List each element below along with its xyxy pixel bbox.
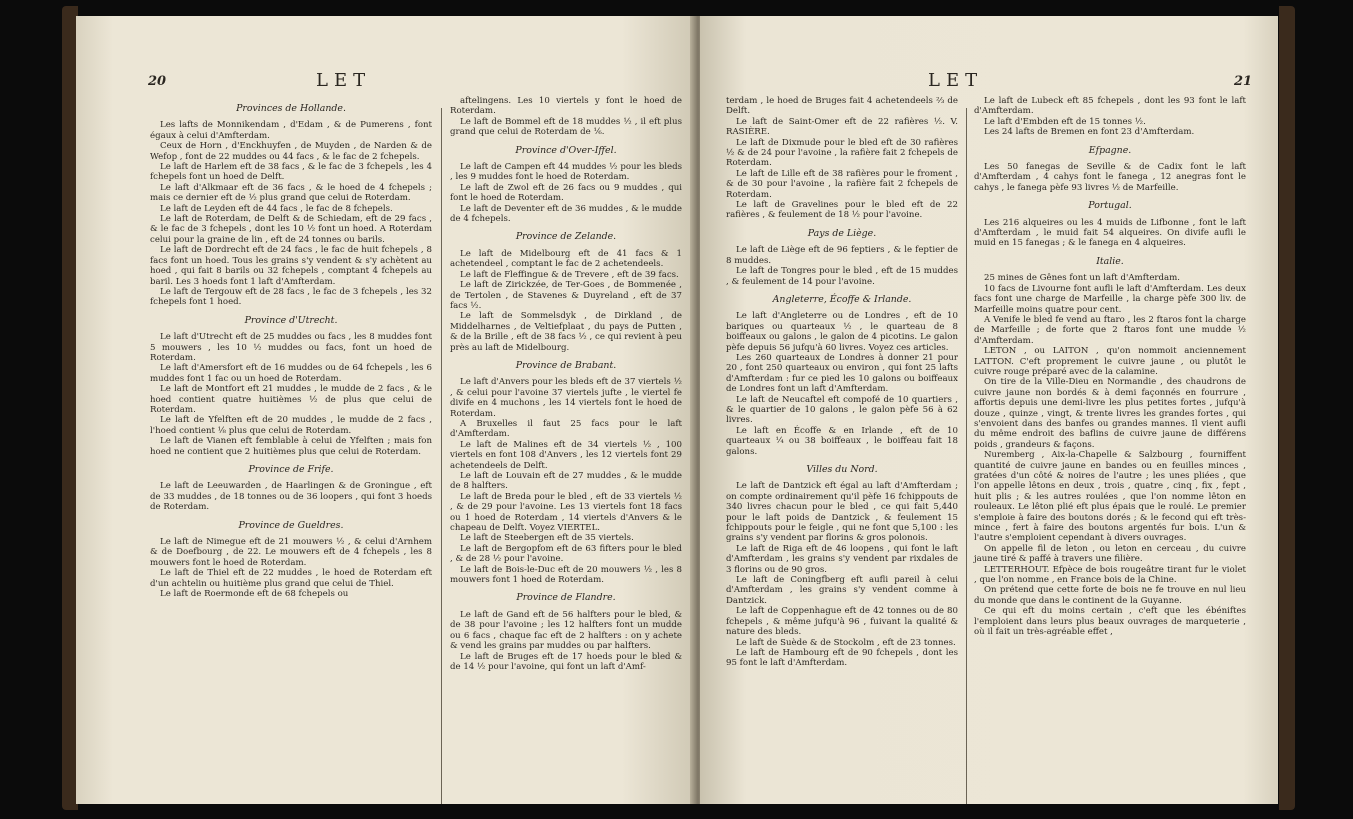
paragraph: Le laft de Zwol eft de 26 facs ou 9 muddes , qui font le hoed de Roterdam. bbox=[450, 182, 682, 204]
paragraph: Le laft de Gand eft de 56 halfters pour le bled, & de 38 pour l'avoine ; les 12 halfters font un mudde ou 6 facs , chaque fac eft de 2 halfters : on y achete & vend les grains par muddes ou par halfters. bbox=[450, 609, 682, 652]
section-heading: Angleterre, Écoffe & Irlande. bbox=[772, 293, 912, 305]
paragraph: 10 facs de Livourne font aufli le laft d'Amfterdam. Les deux facs font une charge de Marfeille , la charge pèfe 300 liv. de Marfeille moins quatre pour cent. bbox=[974, 283, 1246, 315]
paragraph: Le laft de Bruges eft de 17 hoeds pour le bled & de 14 ½ pour l'avoine, qui font un laft d'Amf- bbox=[450, 651, 682, 672]
paragraph: Le laft de Gravelines pour le bled eft de 22 rafières , & feulement de 18 ½ pour l'avoine. bbox=[726, 200, 958, 221]
paragraph: Les 216 alqueires ou les 4 muids de Lifbonne , font le laft d'Amfterdam , le muid fait 54 alqueires. On divife aufli le muid en 15 fanegas ; & le fanega en 4 alqueires. bbox=[974, 217, 1246, 249]
paragraph: Le laft de Bois-le-Duc eft de 20 mouwers ½ , les 8 mouwers font 1 hoed de Roterdam. bbox=[450, 564, 682, 586]
right-running-head: LET bbox=[928, 70, 984, 91]
paragraph: On prétend que cette forte de bois ne fe trouve en nul lieu du monde que dans le continent de la Guyanne. bbox=[974, 585, 1246, 606]
paragraph: Le laft de Liège eft de 96 feptiers , & le feptier de 8 muddes. bbox=[726, 245, 958, 266]
paragraph: Le laft de Malines eft de 34 viertels ½ , 100 viertels en font 108 d'Anvers , les 12 viertels font 29 achetendeels de Delft. bbox=[450, 439, 682, 471]
paragraph: terdam , le hoed de Bruges fait 4 achetendeels ⅔ de Delft. bbox=[726, 96, 958, 117]
paragraph: Les lafts de Monnikendam , d'Edam , & de Pumerens , font égaux à celui d'Amfterdam. bbox=[150, 120, 432, 141]
section-heading: Province d'Over-Iffel. bbox=[515, 144, 617, 156]
paragraph: A Venife le bled fe vend au ftaro , les 2 ftaros font la charge de Marfeille ; de forte que 2 ftaros font une mudde ½ d'Amfterdam. bbox=[974, 314, 1246, 346]
left-column-rule bbox=[441, 108, 442, 804]
paragraph: Les 50 fanegas de Seville & de Cadix font le laft d'Amfterdam , 4 cahys font le fanega , 12 anegras font le cahys , le fanega pèfe 93 livres ½ de Marfeille. bbox=[974, 162, 1246, 193]
paragraph: Le laft de Leeuwarden , de Haarlingen & de Groningue , eft de 33 muddes , de 18 tonnes ou de 36 loopers , qui font 3 hoeds de Roterdam. bbox=[150, 481, 432, 513]
paragraph: Le laft de Dixmude pour le bled eft de 30 rafières ½ & de 24 pour l'avoine , la rafière fait 2 fchepels de Roterdam. bbox=[726, 137, 958, 169]
section-heading: Province de Flandre. bbox=[516, 592, 616, 604]
paragraph: Le laft de Thiel eft de 22 muddes , le hoed de Roterdam eft d'un achtelin ou huitième plus grand que celui de Thiel. bbox=[150, 568, 432, 589]
left-page-number: 20 bbox=[148, 74, 167, 89]
paragraph: Le laft de Vianen eft femblable à celui de Yfelften ; mais fon hoed ne contient que 2 huitièmes plus que celui de Roterdam. bbox=[150, 436, 432, 457]
paragraph: Le laft de Campen eft 44 muddes ½ pour les bleds , les 9 muddes font le hoed de Roterdam. bbox=[450, 162, 682, 183]
paragraph: Les 260 quarteaux de Londres à donner 21 pour 20 , font 250 quarteaux ou environ , qui font 25 lafts d'Amfterdam : fur ce pied les 10 galons ou boiffeaux de Londres font un laft d'Amfterdam. bbox=[726, 352, 958, 395]
paragraph: Le laft de Bergopfom eft de 63 fifters pour le bled , & de 28 ½ pour l'avoine. bbox=[450, 543, 682, 565]
paragraph: LETON , ou LAITON , qu'on nommoit anciennement LATTON. C'eft proprement le cuivre jaune , ou plutôt le cuivre rouge préparé avec de la calamine. bbox=[974, 346, 1246, 377]
paragraph: LETTERHOUT. Efpèce de bois rougeâtre tirant fur le violet , que l'on nomme , en France bois de la Chine. bbox=[974, 564, 1246, 586]
paragraph: Le laft de Coningfberg eft aufli pareil à celui d'Amfterdam , les grains s'y vendent comme à Dantzick. bbox=[726, 575, 958, 606]
section-heading: Province de Brabant. bbox=[515, 359, 617, 371]
right-page bbox=[700, 16, 1278, 804]
paragraph: Le laft de Coppenhague eft de 42 tonnes ou de 80 fchepels , & même jufqu'à 96 , fuivant la qualité & nature des bleds. bbox=[726, 606, 958, 638]
paragraph: Le laft de Lubeck eft 85 fchepels , dont les 93 font le laft d'Amfterdam. bbox=[974, 96, 1246, 117]
paragraph: A Bruxelles il faut 25 facs pour le laft d'Amfterdam. bbox=[450, 418, 682, 440]
section-heading: Province d'Utrecht. bbox=[244, 314, 338, 326]
paragraph: Le laft de Hambourg eft de 90 fchepels , dont les 95 font le laft d'Amfterdam. bbox=[726, 647, 958, 669]
right-page-number: 21 bbox=[1234, 74, 1253, 89]
paragraph: Le laft de Dordrecht eft de 24 facs , le fac de huit fchepels , 8 facs font un hoed. Tous les grains s'y vendent & s'y achètent au hoed , qui fait 8 barils ou 32 fchepels , comptant 4 fchepels au baril. Les 3 hoeds font 1 laft d'Amfterdam. bbox=[150, 245, 432, 287]
paragraph: Le laft de Nimegue eft de 21 mouwers ½ , & celui d'Arnhem & de Doefbourg , de 22. Le mouwers eft de 4 fchepels , les 8 mouwers font le hoed de Roterdam. bbox=[150, 537, 432, 568]
paragraph: Le laft de Fleffingue & de Trevere , eft de 39 facs. bbox=[460, 269, 679, 280]
right-column-rule bbox=[966, 108, 967, 804]
paragraph: 25 mines de Gênes font un laft d'Amfterdam. bbox=[984, 273, 1181, 284]
paragraph: Le laft d'Amersfort eft de 16 muddes ou de 64 fchepels , les 6 muddes font 1 fac ou un hoed de Roterdam. bbox=[150, 363, 432, 384]
book-cover-right-edge bbox=[1279, 6, 1295, 810]
paragraph: Le laft d'Angleterre ou de Londres , eft de 10 bariques ou quarteaux ½ , le quarteau de 8 boiffeaux ou galons , le galon de 4 picotins. Le galon pèfe depuis 56 jufqu'à 60 livres. Voyez ces articles. bbox=[726, 311, 958, 353]
paragraph: Le laft de Suède & de Stockolm , eft de 23 tonnes. bbox=[736, 637, 956, 648]
paragraph: Le laft de Tergouw eft de 28 facs , le fac de 3 fchepels , les 32 fchepels font 1 hoed. bbox=[150, 286, 432, 308]
paragraph: Le laft de Midelbourg eft de 41 facs & 1 achetendeel , comptant le fac de 2 achetendeels. bbox=[450, 248, 682, 270]
paragraph: Les 24 lafts de Bremen en font 23 d'Amfterdam. bbox=[984, 127, 1195, 138]
paragraph: Le laft de Louvain eft de 27 muddes , & le mudde de 8 halfters. bbox=[450, 471, 682, 492]
paragraph: Le laft de Roermonde eft de 68 fchepels ou bbox=[160, 589, 349, 600]
paragraph: Le laft de Bommel eft de 18 muddes ½ , il eft plus grand que celui de Roterdam de ⅙. bbox=[450, 116, 682, 138]
paragraph: Le laft d'Anvers pour les bleds eft de 37 viertels ½ , & celui pour l'avoine 37 viertels jufte , le viertel fe divife en 4 muchons , les 14 viertels font le hoed de Roterdam. bbox=[450, 377, 682, 419]
section-heading: Portugal. bbox=[1088, 200, 1132, 212]
paragraph: Le laft de Leyden eft de 44 facs , le fac de 8 fchepels. bbox=[160, 203, 393, 214]
paragraph: Le laft de Deventer eft de 36 muddes , & le mudde de 4 fchepels. bbox=[450, 203, 682, 225]
paragraph: Le laft d'Utrecht eft de 25 muddes ou facs , les 8 muddes font 5 mouwers , les 10 ½ muddes ou facs, font un hoed de Roterdam. bbox=[150, 332, 432, 363]
paragraph: Le laft d'Embden eft de 15 tonnes ½. bbox=[984, 116, 1146, 127]
paragraph: Le laft de Yfelften eft de 20 muddes , le mudde de 2 facs , l'hoed contient ⅛ plus que celui de Roterdam. bbox=[150, 415, 432, 436]
paragraph: Le laft de Tongres pour le bled , eft de 15 muddes , & feulement de 14 pour l'avoine. bbox=[726, 266, 958, 287]
paragraph: Le laft de Breda pour le bled , eft de 33 viertels ½ , & de 29 pour l'avoine. Les 13 viertels font 18 facs ou 1 hoed de Roterdam , 14 viertels d'Anvers & le chapeau de Delft. Voyez VIERTEL. bbox=[450, 491, 682, 534]
section-heading: Italie. bbox=[1096, 255, 1124, 267]
paragraph: Le laft de Montfort eft 21 muddes , le mudde de 2 facs , & le hoed contient quatre huitièmes ½ de plus que celui de Roterdam. bbox=[150, 384, 432, 415]
paragraph: Nuremberg , Aix-la-Chapelle & Salzbourg , fourniffent quantité de cuivre jaune en bandes ou en feuilles minces , gratées d'un côté & noires de l'autre ; les unes pliées , que l'on appelle lêtons en deux , trois , quatre , cinq , fix , fept , huit plis ; & les autres roulées , que l'on nomme lêton en rouleaux. Le lêton plié eft plus épais que le roulé. Le premier s'emploie à faire des boutons dorés ; & le fecond qui eft très-mince , fert à faire des boutons argentés fur bois. L'un & l'autre s'emploient cependant à divers ouvrages. bbox=[974, 450, 1246, 544]
left-page bbox=[76, 16, 696, 804]
paragraph: Le laft d'Alkmaar eft de 36 facs , & le hoed de 4 fchepels ; mais ce dernier eft de ½ plus grand que celui de Roterdam. bbox=[150, 182, 432, 204]
paragraph: On tire de la Ville-Dieu en Normandie , des chaudrons de cuivre jaune non bordés & à demi façonnés en fourrure , affortis depuis une demi-livre les plus petites fortes , jufqu'à douze , quinze , vingt, & trente livres les grandes fortes , qui s'envoient dans des banfes ou grandes mannes. Il vient aufli du même endroit des baflins de cuivre jaune de différens poids , grandeurs & façons. bbox=[974, 377, 1246, 450]
paragraph: On appelle fil de leton , ou leton en cerceau , du cuivre jaune tiré & paffé à travers une filière. bbox=[974, 543, 1246, 565]
paragraph: Le laft de Steebergen eft de 35 viertels. bbox=[460, 533, 634, 544]
paragraph: Le laft de Saint-Omer eft de 22 rafières ½. V. RASIÈRE. bbox=[726, 116, 958, 138]
paragraph: Le laft de Riga eft de 46 loopens , qui font le laft d'Amfterdam , les grains s'y vendent par rixdales de 3 florins ou de 90 gros. bbox=[726, 543, 958, 575]
left-column-2 bbox=[450, 96, 682, 672]
section-heading: Provinces de Hollande. bbox=[236, 103, 346, 114]
paragraph: Le laft de Roterdam, de Delft & de Schiedam, eft de 29 facs , & le fac de 3 fchepels , dont les 10 ½ font un hoed. A Roterdam celui pour la graine de lin , eft de 24 tonnes ou barils. bbox=[150, 214, 432, 245]
right-column-1 bbox=[726, 96, 958, 669]
section-heading: Province de Zelande. bbox=[515, 231, 617, 243]
section-heading: Province de Gueldres. bbox=[238, 519, 344, 531]
section-heading: Pays de Liège. bbox=[807, 227, 877, 239]
paragraph: Ceux de Horn , d'Enckhuyfen , de Muyden , de Narden & de Wefop , font de 22 muddes ou 44 facs , & le fac de 2 fchepels. bbox=[150, 141, 432, 162]
paragraph: Le laft de Harlem eft de 38 facs , & le fac de 3 fchepels , les 4 fchepels font un hoed de Delft. bbox=[150, 162, 432, 183]
section-heading: Villes du Nord. bbox=[806, 464, 878, 475]
paragraph: Le laft de Neucaftel eft compofé de 10 quartiers , & le quartier de 10 galons , le galon pèfe 56 à 62 livres. bbox=[726, 394, 958, 426]
paragraph: Le laft de Sommelsdyk , de Dirkland , de Middelharnes , de Veltiefplaat , du pays de Putten , & de la Brille , eft de 38 facs ½ , ce qui revient à peu près au laft de Midelbourg. bbox=[450, 311, 682, 353]
paragraph: Le laft en Écoffe & en Irlande , eft de 10 quarteaux ¼ ou 38 boiffeaux , le boiffeau fait 18 galons. bbox=[726, 425, 958, 457]
paragraph: Le laft de Zirickzée, de Ter-Goes , de Bommenée , de Tertolen , de Stavenes & Duyreland , eft de 37 facs ½. bbox=[450, 280, 682, 311]
paragraph: aftelingens. Les 10 viertels y font le hoed de Roterdam. bbox=[450, 96, 682, 117]
paragraph: Le laft de Dantzick eft égal au laft d'Amfterdam ; on compte ordinairement qu'il pèfe 16 fchippouts de 340 livres chacun pour le bled , ce qui fait 5,440 pour le laft poids de Dantzick , & feulement 15 fchippouts pour le feigle , qui ne font que 5,100 : les grains s'y vendent par florins & gros polonois. bbox=[726, 481, 958, 544]
left-running-head: LET bbox=[316, 70, 372, 91]
left-column-1 bbox=[150, 96, 432, 599]
paragraph: Ce qui eft du moins certain , c'eft que les ébéniftes l'emploient dans leurs plus beaux ouvrages de marqueterie , où il fait un très-agréable effet , bbox=[974, 606, 1246, 638]
section-heading: Efpagne. bbox=[1088, 144, 1132, 156]
right-column-2 bbox=[974, 96, 1246, 638]
section-heading: Province de Frife. bbox=[248, 464, 334, 475]
paragraph: Le laft de Lille eft de 38 rafières pour le froment , & de 30 pour l'avoine , la rafière fait 2 fchepels de Roterdam. bbox=[726, 168, 958, 200]
